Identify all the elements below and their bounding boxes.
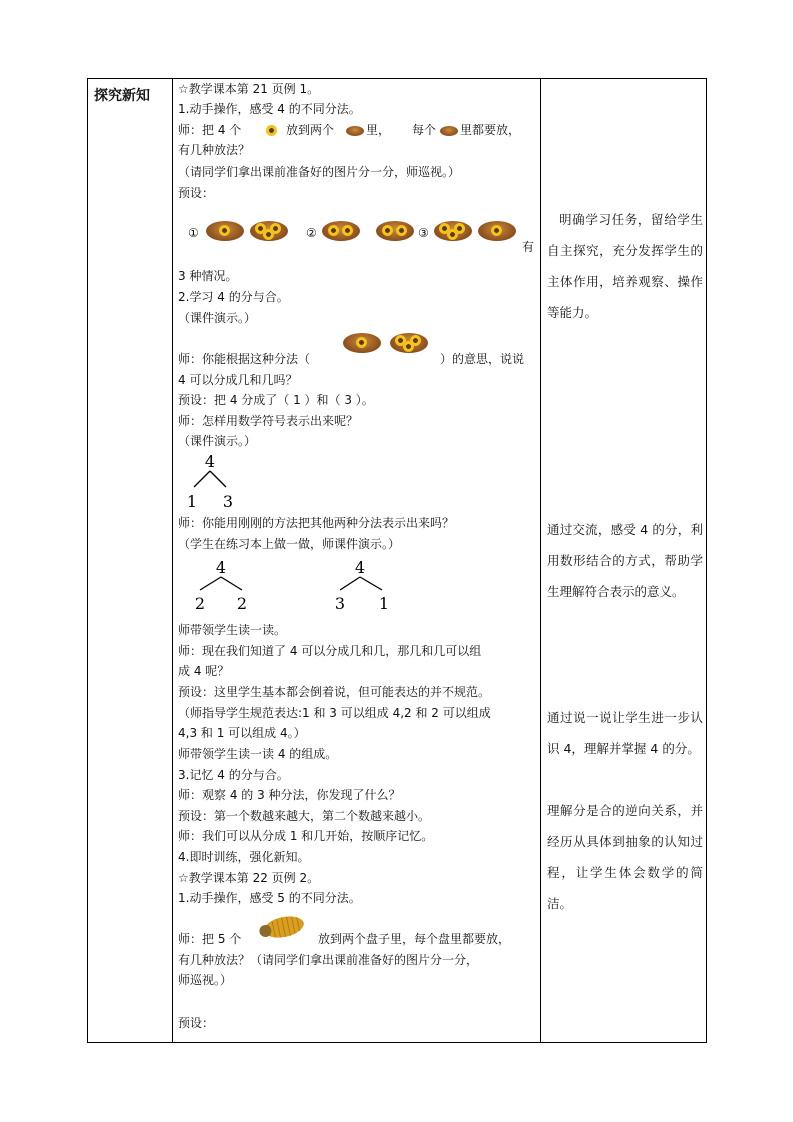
text-line: 成 4 呢？ [178,664,230,678]
text-line: 师：观察 4 的 3 种分法，你发现了什么？ [178,788,401,802]
text-line: 有几种放法？（请同学们拿出课前准备好的图片分一分， [178,953,479,967]
corn-icon [262,913,305,941]
plate-icon [440,126,458,136]
text-line: 里， [366,123,391,137]
plate-icon [390,333,428,353]
number-bond-diagram [328,557,398,615]
bond-whole: 4 [204,452,216,471]
text-line: ）的意思，说说 [440,352,525,366]
text-line: 有 [522,240,535,254]
text-line: （学生在练习本上做一做，师课件演示。） [178,537,401,551]
text-line: 1.动手操作，感受 4 的不同分法。 [178,102,361,116]
text-line: 有几种放法？ [178,143,251,157]
plate-icon [346,126,364,136]
text-line: 预设：把 4 分成了（ 1 ）和（ 3 ）。 [178,393,374,407]
text-line: （师指导学生规范表达:1 和 3 可以组成 4,2 和 2 可以组成 [178,706,491,720]
text-line: 预设： [178,186,215,200]
text-line: 2.学习 4 的分与合。 [178,290,289,304]
bond-part: 3 [222,492,234,511]
circled-number: ③ [418,226,429,240]
bond-part: 2 [194,594,206,613]
side-note: 理解分是合的逆向关系，并经历从具体到抽象的认知过程，让学生体会数学的简洁。 [547,803,703,911]
plate-icon [343,333,381,353]
plate-icon [434,221,472,241]
side-note: 通过说一说让学生进一步认识 4，理解并掌握 4 的分。 [547,710,703,756]
text-line: ☆教学课本第 21 页例 1。 [178,82,320,96]
text-line: 师巡视。） [178,973,233,987]
section-label: 探究新知 [94,88,150,104]
text-line: 师：怎样用数学符号表示出来呢？ [178,414,359,428]
text-line: 3 种情况。 [178,269,238,283]
side-note: 明确学习任务，留给学生自主探究，充分发挥学生的主体作用，培养观察、操作等能力。 [547,212,703,320]
text-line: 师带领学生读一读 4 的组成。 [178,747,338,761]
circled-number: ② [306,226,317,240]
plate-icon [206,221,244,241]
text-line: 师：你能根据这种分法（ [178,352,311,366]
text-line: 预设：这里学生基本都会倒着说，但可能表达的并不规范。 [178,685,491,699]
text-line: 1.动手操作，感受 5 的不同分法。 [178,891,361,905]
bond-part: 1 [186,492,198,511]
text-line: 放到两个 [286,123,335,137]
bond-part: 2 [236,594,248,613]
text-line: 每个 [412,123,437,137]
bond-part: 1 [378,594,390,613]
number-bond-diagram [178,451,238,513]
column-divider [172,79,173,1042]
sunflower-icon [266,125,277,136]
bond-part: 3 [334,594,346,613]
text-line: 师带领学生读一读。 [178,623,287,637]
bond-whole: 4 [215,558,227,577]
text-line: 师：现在我们知道了 4 可以分成几和几，那几和几可以组 [178,644,482,658]
text-line: 师：你能用刚刚的方法把其他两种分法表示出来吗？ [178,516,455,530]
text-line: 3.记忆 4 的分与合。 [178,768,289,782]
column-divider [540,79,541,1042]
plate-icon [250,221,288,241]
text-line: 师：把 5 个 [178,932,242,946]
text-line: 师：把 4 个 [178,123,242,137]
plate-icon [322,221,360,241]
side-note: 通过交流，感受 4 的分，利用数形结合的方式，帮助学生理解符合表示的意义。 [547,522,703,599]
bond-whole: 4 [354,558,366,577]
text-line: 4 可以分成几和几吗？ [178,373,298,387]
text-line: 预设：第一个数越来越大，第二个数越来越小。 [178,809,431,823]
lesson-table [87,78,707,1043]
text-line: 预设： [178,1016,215,1030]
text-line: （课件演示。） [178,434,257,448]
text-line: 4,3 和 1 可以组成 4。） [178,726,306,740]
main-content [178,79,540,1042]
text-line: （课件演示。） [178,311,257,325]
text-line: （请同学们拿出课前准备好的图片分一分，师巡视。） [178,165,461,179]
circled-number: ① [188,226,199,240]
text-line: 放到两个盘子里，每个盘里都要放， [318,932,511,946]
text-line: 4.即时训练，强化新知。 [178,850,310,864]
text-line: 里都要放， [460,123,521,137]
text-line: 师：我们可以从分成 1 和几开始，按顺序记忆。 [178,829,434,843]
plate-icon [478,221,516,241]
number-bond-diagram [186,557,246,615]
text-line: ☆教学课本第 22 页例 2。 [178,871,320,885]
plate-icon [376,221,414,241]
